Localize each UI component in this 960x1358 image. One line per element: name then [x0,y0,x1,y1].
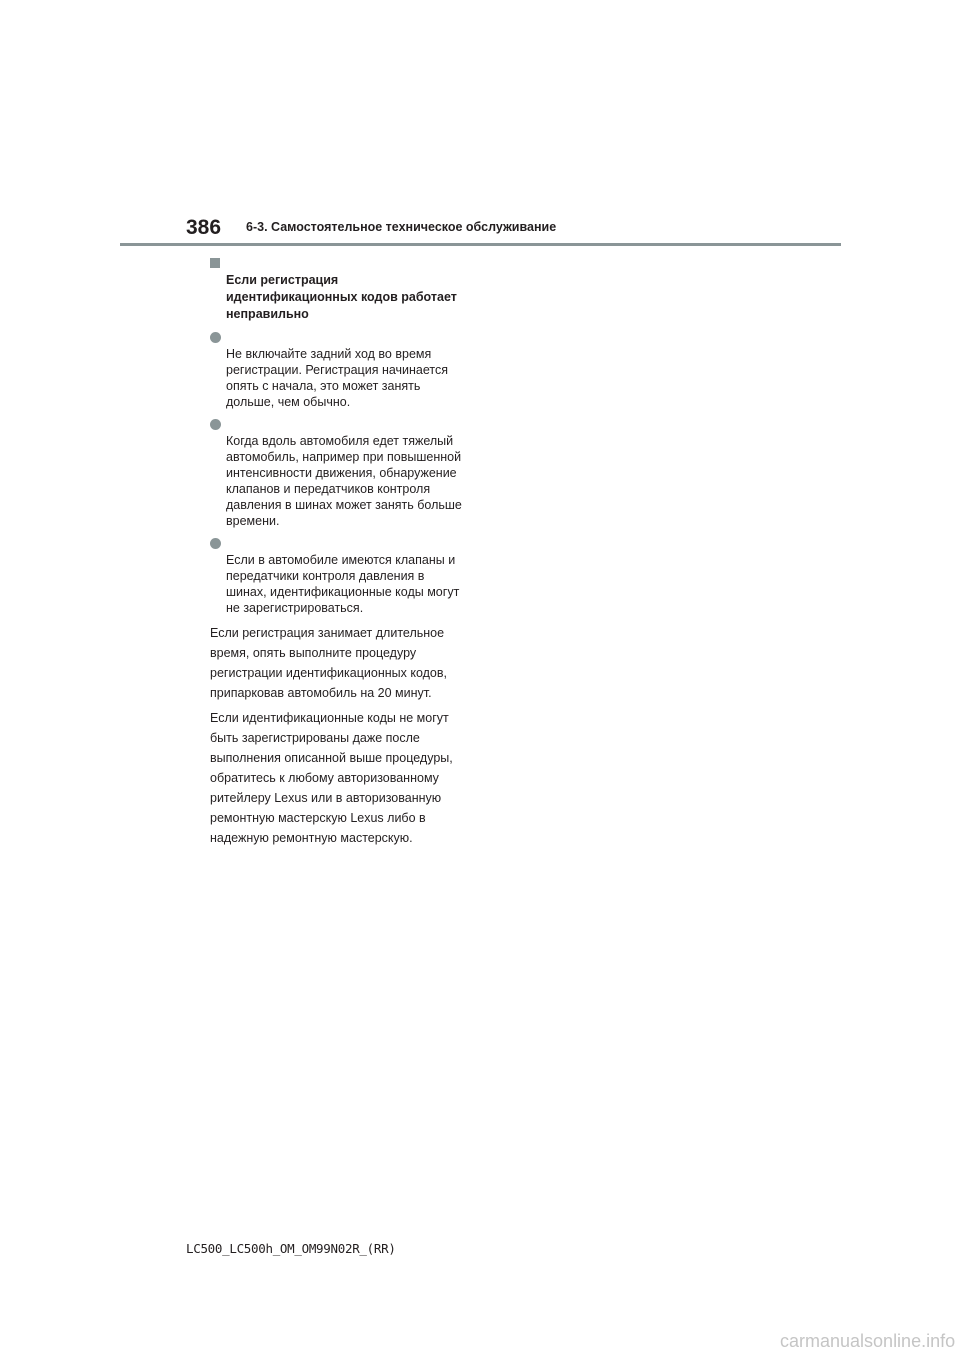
list-item [210,536,480,616]
list-item-text: Когда вдоль автомобиля едет тяжелый автомобиль, например при повышенной интенсивности движения, обнаружение клапанов и передатчиков контроля давления в шинах может занять больше времени. [226,434,462,528]
watermark: carmanualsonline.info [780,1331,956,1351]
main-content [210,255,480,853]
square-bullet-icon [210,258,220,268]
paragraph: Если идентификационные коды не могут быть зарегистрированы даже после выполнения описанной выше процедуры, обратитесь к любому авторизованному ритейлеру Lexus или в авторизованную ремонтную мастерскую Lexus либо в надежную ремонтную мастерскую. [210,711,453,845]
circle-bullet-icon [210,332,221,343]
subheading-text: Если регистрация идентификационных кодов работает неправильно [226,273,457,321]
section-title: 6-3. Самостоятельное техническое обслуживание [246,220,557,234]
list-item-text: Не включайте задний ход во время регистрации. Регистрация начинается опять с начала, это может занять дольше, чем обычно. [226,347,449,409]
circle-bullet-icon [210,538,221,549]
document-code: LC500_LC500h_OM_OM99N02R_(RR) [186,1241,396,1256]
paragraph: Если регистрация занимает длительное время, опять выполните процедуру регистрации идентификационных кодов, припарковав автомобиль на 20 минут. [210,626,447,700]
subheading [210,255,480,323]
list-item-text: Если в автомобиле имеются клапаны и передатчики контроля давления в шинах, идентификационные коды могут не зарегистрироваться. [226,553,460,615]
page-number: 386 [186,216,222,239]
header-divider [120,243,841,246]
list-item [210,330,480,410]
list-item [210,417,480,529]
circle-bullet-icon [210,419,221,430]
